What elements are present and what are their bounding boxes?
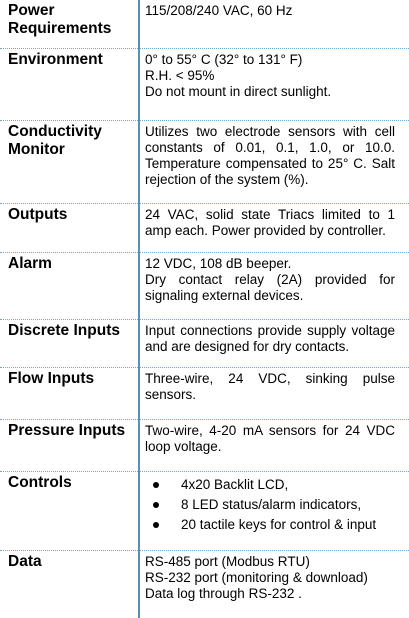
spec-value	[139, 0, 409, 49]
spec-row-controls	[0, 472, 409, 551]
spec-value: Two-wire, 4-20 mA sensors for 24 VDC loop voltage.	[139, 420, 409, 472]
spec-label: Data	[0, 551, 139, 618]
spec-row-data	[0, 551, 409, 618]
spec-row-pressure-inputs	[0, 420, 409, 472]
spec-value	[139, 49, 409, 121]
spec-label: Flow Inputs	[0, 368, 139, 420]
spec-value-line: RS-232 port (monitoring & download)	[145, 570, 395, 586]
list-item	[145, 495, 395, 515]
spec-label: Power Requirements	[0, 0, 139, 49]
spec-row-alarm	[0, 253, 409, 320]
spec-row-discrete-inputs	[0, 320, 409, 368]
spec-value	[139, 551, 409, 618]
spec-value-line: Do not mount in direct sunlight.	[145, 84, 395, 100]
spec-value: Three-wire, 24 VDC, sinking pulse sensors.	[139, 368, 409, 420]
spec-value-text: Dry contact relay (2A) provided for signaling external devices.	[145, 272, 395, 304]
spec-value-line: R.H. < 95%	[145, 68, 395, 84]
bullet-icon	[153, 522, 159, 528]
bullet-icon	[153, 482, 159, 488]
spec-value-line: Data log through RS-232 .	[145, 586, 395, 602]
spec-label: Outputs	[0, 204, 139, 253]
list-item-text: 8 LED status/alarm indicators,	[181, 497, 361, 512]
spec-value-line: RS-485 port (Modbus RTU)	[145, 554, 395, 570]
spec-value-line: 0° to 55° C (32° to 131° F)	[145, 52, 395, 68]
bullet-icon	[153, 502, 159, 508]
spec-value	[139, 472, 409, 551]
list-item	[145, 475, 395, 495]
spec-label: Controls	[0, 472, 139, 551]
list-item-text: 20 tactile keys for control & input	[181, 517, 376, 532]
spec-row-environment	[0, 49, 409, 121]
spec-row-flow-inputs	[0, 368, 409, 420]
spec-value-line: 115/208/240 VAC, 60 Hz	[145, 3, 395, 19]
spec-label: Discrete Inputs	[0, 320, 139, 368]
controls-bullet-list	[145, 475, 395, 535]
spec-label: Conductivity Monitor	[0, 121, 139, 204]
spec-row-conductivity-monitor	[0, 121, 409, 204]
spec-value-line: 12 VDC, 108 dB beeper.	[145, 256, 395, 272]
spec-row-outputs	[0, 204, 409, 253]
spec-label: Environment	[0, 49, 139, 121]
spec-value: Utilizes two electrode sensors with cell constants of 0.01, 0.1, 1.0, or 10.0. Temperature compensated to 25° C. Salt rejection of the system (%).	[139, 121, 409, 204]
spec-label: Alarm	[0, 253, 139, 320]
spec-label: Pressure Inputs	[0, 420, 139, 472]
spec-row-power	[0, 0, 409, 49]
spec-value	[139, 253, 409, 320]
list-item-text: 4x20 Backlit LCD,	[181, 477, 288, 492]
list-item	[145, 515, 395, 535]
spec-value: Input connections provide supply voltage and are designed for dry contacts.	[139, 320, 409, 368]
spec-value: 24 VAC, solid state Triacs limited to 1 amp each. Power provided by controller.	[139, 204, 409, 253]
